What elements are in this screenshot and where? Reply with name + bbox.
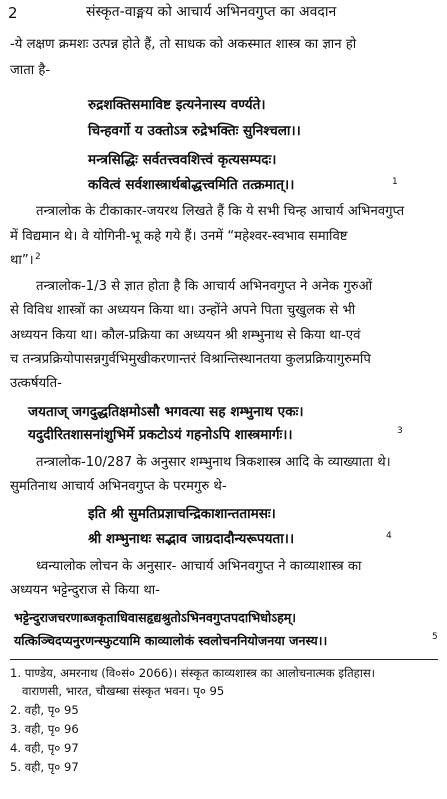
verse4-line2: यत्किञ्चिदप्यनुरणन्स्फुटयामि काव्यालोकं स्वलोचननियोजनया जनस्य।। xyxy=(14,633,328,648)
para4-line2: सुमतिनाथ आचार्य अभिनवगुप्त के परमगुरु थे- xyxy=(10,479,227,494)
verse4-footnote-ref: 5 xyxy=(432,632,438,642)
verse1-line4: कवित्वं सर्वशास्त्रार्थबोद्धत्त्वमिति तत्क्रमात्।। xyxy=(88,177,295,193)
para3-line1: तन्त्रालोक-1/3 से ज्ञात होता है कि आचार्य अभिनवगुप्त ने अनेक गुरुओं xyxy=(36,279,373,294)
para2-line2: में विद्यमान थे। वे योगिनी-भू कहे गये हैं। उनमें “महेश्वर-स्वभाव समाविष्ट xyxy=(10,229,348,244)
para5-line2: अध्ययन भट्टेन्दुराज से किया था- xyxy=(10,583,160,598)
footnote-3: 3. वही, पृ० 96 xyxy=(10,722,79,736)
para1-line2: जाता है- xyxy=(10,63,51,78)
page-number: 2 xyxy=(8,4,18,22)
footnote-2: 2. वही, पृ० 95 xyxy=(10,703,79,717)
para3-line4: च तन्त्रप्रक्रियोपासन्नगुर्वभिमुखीकरणान्तरं विश्रान्तिस्थानतया कुलप्रक्रियागुरुमपि xyxy=(10,352,371,367)
para2-footnote-ref: 2 xyxy=(35,252,41,262)
para1-line1: -ये लक्षण क्रमशः उत्पन्न होते हैं, तो साधक को अकस्मात शास्त्र का ज्ञान हो xyxy=(10,37,357,52)
para3-line2: से विविध शास्त्रों का अध्ययन किया था। उन्होंने अपने पिता चुखुलक से भी xyxy=(10,303,356,318)
footnote-1-line2: वाराणसी, भारत, चौखम्बा संस्कृत भवन। पृ० 95 xyxy=(22,684,225,698)
footnote-divider xyxy=(10,659,438,660)
para3-line5: उत्कर्षयति- xyxy=(10,376,62,391)
verse4-line1: भट्टेन्दुराजचरणाब्जकृताधिवासहृद्यश्रुतोऽभिनवगुप्तपदाभिधोऽहम्। xyxy=(14,610,297,625)
verse2-line1: जयताज् जगदुद्धतिक्षमोऽसौ भगवत्या सह शम्भुनाथ एकः। xyxy=(28,404,304,420)
footnote-4: 4. वही, पृ० 97 xyxy=(10,741,79,755)
verse1-footnote-ref: 1 xyxy=(392,177,398,187)
running-title: संस्कृत-वाङ्मय को आचार्य अभिनवगुप्त का अवदान xyxy=(86,4,337,20)
verse1-line1: रुद्रशक्तिसमाविष्ट इत्यनेनास्य वर्ण्यते। xyxy=(88,97,266,113)
para2-line1: तन्त्रालोक के टीकाकार-जयरथ लिखते हैं कि ये सभी चिन्ह आचार्य अभिनवगुप्त xyxy=(36,204,405,219)
verse3-line2: श्री शम्भुनाथः सद्भाव जाग्रदादौन्यरूपयता।। xyxy=(88,531,295,547)
para2-line3: था”। xyxy=(10,253,34,268)
footnote-5: 5. वही, पृ० 97 xyxy=(10,760,79,774)
para4-line1: तन्त्रालोक-10/287 के अनुसार शम्भुनाथ त्रिकशास्त्र आदि के व्याख्याता थे। xyxy=(36,455,391,470)
para3-line3: अध्ययन किया था। कौल-प्रक्रिया का अध्ययन श्री शम्भुनाथ से किया था-एवं xyxy=(10,328,361,343)
footnote-1-line1: 1. पाण्डेय, अमरनाथ (वि०सं० 2066)। संस्कृत काव्यशास्त्र का आलोचनात्मक इतिहास। xyxy=(10,666,376,680)
verse2-line2: यदुदीरितशासनांशुभिर्मे प्रकटोऽयं गहनोऽपि शास्त्रमार्गः।। xyxy=(28,427,293,443)
verse1-line3: मन्त्रसिद्धिः सर्वतत्त्ववशित्त्वं कृत्यसम्पदः। xyxy=(88,152,277,168)
verse1-line2: चिन्हवर्गो य उक्तोऽत्र रुद्रेभक्तिः सुनिश्चला।। xyxy=(88,123,301,139)
verse3-line1: इति श्री सुमतिप्रज्ञाचन्द्रिकाशान्ततामसः। xyxy=(88,506,276,522)
para5-line1: ध्वन्यालोक लोचन के अनुसार- आचार्य अभिनवगुप्त ने काव्याशास्त्र का xyxy=(36,559,362,574)
verse2-footnote-ref: 3 xyxy=(397,426,403,436)
verse3-footnote-ref: 4 xyxy=(386,531,392,541)
